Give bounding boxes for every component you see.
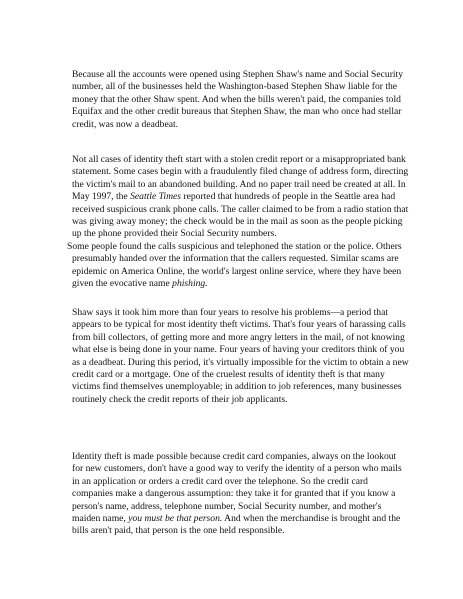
text-line: [72, 381, 409, 393]
text-line: [72, 319, 409, 331]
text-line: [67, 241, 408, 253]
text-line: [72, 94, 403, 106]
text-line: [72, 69, 403, 81]
paragraph-1: [72, 69, 403, 131]
text-segment: Some people found the calls suspicious and telephoned the station or the police. Others: [67, 240, 402, 252]
text-segment: in an application or orders a credit card over the telephone. So the credit card: [72, 475, 368, 487]
text-line: [72, 476, 402, 488]
text-line: [72, 228, 408, 240]
text-segment: May 1997, the: [72, 191, 131, 203]
text-line: [72, 451, 402, 463]
text-segment: victims find themselves unemployable; in addition to job references, many businesses: [72, 381, 402, 393]
text-segment: as a deadbeat. During this period, it's virtually impossible for the victim to obtain a new: [72, 356, 409, 368]
italic-text: you must be that person.: [128, 513, 223, 525]
text-line: [72, 357, 409, 369]
text-line: [72, 463, 402, 475]
text-line: [72, 307, 409, 319]
text-segment: bills aren't paid, that person is the one held responsible.: [72, 525, 285, 537]
text-segment: number, all of the businesses held the Washington-based Stephen Shaw liable for the: [72, 81, 398, 93]
text-segment: the victim's mail to an abandoned building. And no paper trail need be created at all. In: [72, 178, 406, 190]
text-segment: for new customers, don't have a good way to verify the identity of a person who mails: [72, 463, 402, 475]
text-segment: person's name, address, telephone number, Social Security number, and mother's: [72, 500, 382, 512]
text-segment: what else is being done in your name. Four years of having your creditors think of you: [72, 344, 405, 356]
text-segment: And when the merchandise is brought and the: [222, 513, 401, 525]
text-segment: given the evocative name: [72, 278, 173, 290]
italic-text: Seattle Times: [130, 191, 181, 203]
text-line: [72, 166, 408, 178]
text-segment: routinely check the credit reports of their job applicants.: [72, 393, 288, 405]
text-line: [72, 253, 408, 265]
text-line: [72, 106, 403, 118]
italic-text: phishing.: [172, 278, 208, 290]
text-segment: credit, was now a deadbeat.: [72, 118, 179, 130]
text-line: [72, 266, 408, 278]
text-segment: appears to be typical for most identity theft victims. That's four years of harassing calls: [72, 319, 406, 331]
text-segment: was giving away money; the check would be in the mail as soon as the people picking: [72, 216, 403, 228]
text-segment: Equifax and the other credit bureaus that Stephen Shaw, the man who once had stellar: [72, 106, 402, 118]
paragraph-4: [72, 451, 402, 538]
text-line: [72, 488, 402, 500]
paragraph-2: [67, 154, 409, 290]
text-line: [72, 191, 408, 203]
text-line: [72, 332, 409, 344]
paragraph-3: [72, 307, 409, 406]
text-line: [72, 525, 402, 537]
text-segment: up the phone provided their Social Security numbers.: [72, 228, 277, 240]
text-segment: reported that hundreds of people in the Seattle area had: [181, 191, 396, 203]
text-segment: maiden name,: [72, 513, 129, 525]
text-segment: companies make a dangerous assumption: they take it for granted that if you know a: [72, 488, 396, 500]
text-segment: Shaw says it took him more than four years to resolve his problems—a period that: [72, 307, 388, 318]
text-line: [72, 344, 409, 356]
text-segment: credit card or a mortgage. One of the cruelest results of identity theft is that many: [72, 369, 385, 381]
text-line: [72, 216, 408, 228]
text-line: [72, 369, 409, 381]
text-line: [72, 81, 403, 93]
text-line: [72, 119, 403, 131]
text-segment: Identity theft is made possible because credit card companies, always on the lookout: [72, 451, 397, 462]
text-line: [72, 154, 408, 166]
text-line: [72, 179, 408, 191]
text-segment: money that the other Shaw spent. And when the bills weren't paid, the companies told: [72, 93, 401, 105]
text-segment: Not all cases of identity theft start with a stolen credit report or a misappropriated bank: [72, 154, 406, 165]
text-line: [72, 394, 409, 406]
text-line: [72, 501, 402, 513]
text-segment: epidemic on America Online, the world's largest online service, where they have been: [72, 265, 402, 277]
text-segment: from bill collectors, of getting more and more angry letters in the mail, of not knowing: [72, 331, 405, 343]
text-segment: Because all the accounts were opened using Stephen Shaw's name and Social Security: [72, 69, 404, 80]
text-segment: presumably handed over the information that the callers requested. Similar scams are: [72, 253, 399, 265]
text-segment: received suspicious crank phone calls. The caller claimed to be from a radio station that: [72, 203, 409, 215]
text-line: [72, 204, 408, 216]
text-line: [72, 278, 408, 290]
text-line: [72, 513, 402, 525]
text-segment: statement. Some cases begin with a fraudulently filed change of address form, directing: [72, 166, 409, 178]
